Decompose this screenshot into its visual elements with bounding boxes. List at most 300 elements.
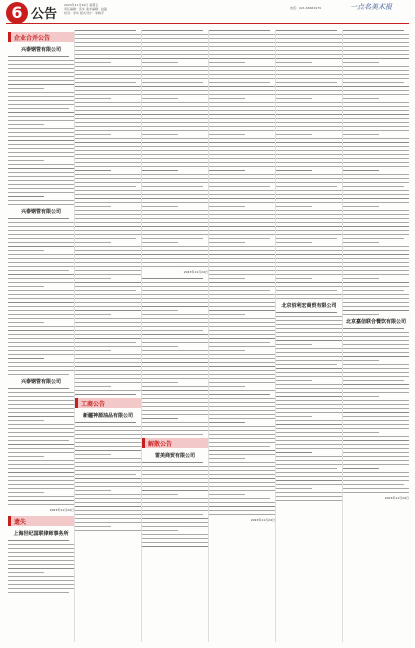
text-line — [343, 328, 404, 329]
text-line — [142, 254, 208, 255]
text-line — [209, 258, 275, 259]
notice-headline: 上海世纪国联律师事务所 — [13, 531, 69, 537]
text-line — [343, 182, 409, 183]
text-line — [75, 458, 141, 459]
text-line — [343, 282, 409, 283]
text-line — [142, 50, 208, 51]
text-line — [343, 294, 409, 295]
text-line — [142, 178, 208, 179]
text-line — [209, 382, 275, 383]
text-line — [209, 394, 270, 395]
text-line — [209, 326, 275, 327]
text-line — [276, 102, 342, 103]
text-line — [142, 386, 208, 387]
text-line — [8, 258, 74, 259]
text-line — [142, 498, 208, 499]
text-line — [209, 34, 275, 35]
text-line — [209, 70, 275, 71]
text-line — [8, 338, 74, 339]
text-line — [8, 416, 74, 417]
text-line — [276, 202, 342, 203]
text-line — [75, 318, 141, 319]
text-line — [343, 202, 409, 203]
text-line — [343, 344, 409, 345]
text-line — [343, 448, 409, 449]
text-line — [8, 96, 74, 97]
text-line — [343, 158, 409, 159]
text-line — [343, 424, 409, 425]
text-line — [75, 474, 136, 475]
text-line — [75, 126, 141, 127]
text-line — [142, 242, 178, 243]
text-line — [276, 298, 342, 299]
notice-date: 2023年11月24日 — [183, 270, 208, 274]
text-line — [276, 246, 342, 247]
text-line — [142, 350, 208, 351]
text-line — [209, 486, 275, 487]
text-line — [75, 482, 141, 483]
text-line — [142, 198, 208, 199]
text-line — [8, 148, 74, 149]
text-line — [8, 504, 74, 505]
text-line — [142, 506, 208, 507]
text-line — [209, 126, 275, 127]
text-line — [8, 560, 74, 561]
text-line — [142, 130, 208, 131]
text-line — [209, 158, 275, 159]
text-line — [8, 484, 74, 485]
text-line — [142, 526, 208, 527]
text-line — [75, 454, 111, 455]
section-banner-label: 企业合并公告 — [14, 35, 51, 42]
text-line — [209, 82, 270, 83]
text-line — [75, 246, 141, 247]
text-line — [8, 262, 74, 263]
text-line — [276, 488, 312, 489]
text-line — [75, 438, 141, 439]
text-line — [343, 408, 409, 409]
text-line — [276, 270, 342, 271]
text-line — [142, 110, 208, 111]
text-line — [276, 388, 342, 389]
notice-body-text — [142, 278, 208, 435]
text-line — [75, 134, 111, 135]
text-line — [343, 274, 409, 275]
text-line — [8, 188, 74, 189]
text-line — [8, 492, 44, 493]
text-line — [142, 142, 208, 143]
text-line — [75, 114, 141, 115]
text-line — [142, 374, 208, 375]
notice-column-4 — [209, 30, 275, 526]
text-line — [142, 294, 208, 295]
text-line — [343, 118, 409, 119]
text-line — [209, 50, 275, 51]
text-line — [276, 126, 342, 127]
text-line — [8, 124, 44, 125]
text-line — [8, 92, 74, 93]
text-line — [276, 146, 342, 147]
notice-body-text — [142, 30, 208, 267]
text-line — [8, 540, 69, 541]
text-line — [142, 182, 208, 183]
notice-body-text — [8, 540, 74, 593]
text-line — [8, 572, 44, 573]
text-line — [75, 146, 141, 147]
text-line — [209, 62, 245, 63]
text-line — [8, 456, 44, 457]
text-line — [75, 338, 141, 339]
text-line — [8, 564, 74, 565]
text-line — [142, 106, 208, 107]
text-line — [8, 310, 74, 311]
text-line — [276, 412, 342, 413]
text-line — [209, 378, 275, 379]
text-line — [75, 390, 141, 391]
text-line — [8, 374, 69, 375]
text-line — [142, 250, 208, 251]
text-line — [276, 344, 312, 345]
text-line — [142, 42, 208, 43]
text-line — [276, 114, 342, 115]
text-line — [209, 402, 275, 403]
text-line — [142, 330, 203, 331]
text-line — [142, 494, 178, 495]
text-line — [343, 460, 409, 461]
text-line — [75, 186, 136, 187]
text-line — [209, 90, 275, 91]
text-line — [276, 368, 342, 369]
text-line — [209, 98, 245, 99]
text-line — [75, 162, 141, 163]
text-line — [209, 238, 270, 239]
text-line — [75, 514, 141, 515]
text-line — [276, 380, 312, 381]
text-line — [75, 242, 111, 243]
text-line — [142, 158, 208, 159]
text-line — [276, 158, 342, 159]
text-line — [75, 202, 141, 203]
text-line — [8, 278, 74, 279]
text-line — [8, 116, 74, 117]
text-line — [8, 100, 74, 101]
text-line — [142, 422, 208, 423]
text-line — [209, 58, 275, 59]
text-line — [142, 134, 178, 135]
text-line — [8, 444, 74, 445]
text-line — [8, 342, 74, 343]
text-line — [75, 70, 141, 71]
text-line — [209, 466, 275, 467]
text-line — [8, 76, 74, 77]
text-line — [343, 468, 379, 469]
text-line — [142, 426, 208, 427]
text-line — [343, 46, 409, 47]
text-line — [343, 246, 409, 247]
text-line — [343, 38, 409, 39]
text-line — [343, 416, 409, 417]
text-line — [8, 136, 74, 137]
text-line — [8, 180, 74, 181]
text-line — [142, 290, 208, 291]
text-line — [343, 58, 409, 59]
text-line — [142, 298, 208, 299]
text-line — [75, 58, 141, 59]
text-line — [276, 274, 342, 275]
text-line — [75, 178, 141, 179]
notice-body-text — [8, 218, 74, 375]
notice-headline: 北京佰利宏商贸有限公司 — [281, 303, 337, 309]
text-line — [209, 298, 275, 299]
text-line — [276, 332, 342, 333]
text-line — [209, 54, 275, 55]
text-line — [343, 50, 409, 51]
text-line — [75, 302, 141, 303]
text-line — [276, 150, 342, 151]
text-line — [276, 142, 342, 143]
text-line — [142, 174, 208, 175]
text-line — [142, 486, 208, 487]
text-line — [209, 138, 275, 139]
text-line — [75, 130, 141, 131]
text-line — [343, 98, 379, 99]
text-line — [209, 202, 275, 203]
text-line — [142, 466, 208, 467]
text-line — [209, 390, 275, 391]
notice-body-text — [8, 388, 74, 505]
text-line — [142, 394, 208, 395]
text-line — [75, 86, 141, 87]
text-line — [343, 150, 409, 151]
text-line — [142, 282, 208, 283]
text-line — [276, 320, 342, 321]
text-line — [75, 430, 141, 431]
text-line — [142, 478, 208, 479]
text-line — [209, 438, 275, 439]
text-line — [209, 474, 275, 475]
text-line — [75, 38, 141, 39]
text-line — [343, 90, 409, 91]
text-line — [75, 354, 141, 355]
text-line — [276, 62, 312, 63]
text-line — [75, 526, 111, 527]
text-line — [8, 196, 44, 197]
text-line — [209, 46, 275, 47]
text-line — [276, 456, 342, 457]
text-line — [75, 238, 136, 239]
text-line — [276, 500, 342, 501]
text-line — [75, 282, 141, 283]
text-line — [8, 242, 74, 243]
text-line — [8, 448, 74, 449]
text-line — [343, 464, 409, 465]
notice-body-text — [75, 422, 141, 531]
notice-date: 2023年11月24日 — [250, 518, 275, 522]
text-line — [276, 468, 337, 469]
text-line — [343, 420, 409, 421]
text-line — [209, 454, 275, 455]
text-line — [142, 218, 208, 219]
text-line — [343, 234, 409, 235]
text-line — [142, 238, 203, 239]
text-line — [209, 314, 245, 315]
text-line — [276, 206, 312, 207]
text-line — [343, 444, 409, 445]
text-line — [8, 396, 74, 397]
text-line — [276, 66, 342, 67]
text-line — [209, 218, 275, 219]
text-line — [343, 210, 409, 211]
text-line — [142, 502, 208, 503]
text-line — [343, 302, 409, 303]
text-line — [343, 476, 409, 477]
text-line — [8, 204, 74, 205]
page-number-badge: 6 — [6, 2, 28, 24]
notice-column-1 — [8, 30, 74, 596]
text-line — [343, 428, 409, 429]
section-banner-label: 解散公告 — [148, 441, 173, 448]
text-line — [276, 396, 342, 397]
text-line — [8, 420, 44, 421]
text-line — [8, 282, 74, 283]
text-line — [276, 440, 342, 441]
text-line — [276, 230, 342, 231]
text-line — [276, 424, 342, 425]
text-line — [142, 406, 208, 407]
text-line — [276, 480, 342, 481]
text-line — [75, 106, 141, 107]
text-line — [209, 230, 275, 231]
text-line — [209, 206, 245, 207]
text-line — [276, 186, 337, 187]
text-line — [343, 356, 409, 357]
text-line — [142, 70, 208, 71]
text-line — [209, 506, 275, 507]
text-line — [276, 400, 342, 401]
text-line — [8, 552, 74, 553]
text-line — [75, 374, 141, 375]
text-line — [209, 114, 275, 115]
notice-body-text — [276, 30, 342, 299]
text-line — [8, 412, 74, 413]
text-line — [209, 446, 270, 447]
text-line — [276, 70, 342, 71]
text-line — [343, 170, 379, 171]
notice-body-text — [8, 56, 74, 205]
text-line — [276, 324, 342, 325]
text-line — [142, 430, 208, 431]
text-line — [343, 94, 409, 95]
notice-body-text — [343, 328, 409, 493]
text-line — [209, 310, 275, 311]
text-line — [75, 46, 141, 47]
notice-body-text — [343, 30, 409, 315]
text-line — [276, 238, 337, 239]
text-line — [75, 154, 141, 155]
text-line — [75, 314, 111, 315]
text-line — [75, 530, 141, 531]
text-line — [75, 142, 141, 143]
text-line — [8, 330, 74, 331]
text-line — [142, 398, 208, 399]
text-line — [8, 274, 74, 275]
text-line — [142, 310, 178, 311]
text-line — [209, 86, 275, 87]
text-line — [8, 496, 74, 497]
text-line — [209, 226, 275, 227]
text-line — [343, 456, 409, 457]
text-line — [8, 266, 74, 267]
notice-headline: 兴泰钢管有限公司 — [20, 209, 61, 215]
text-line — [8, 350, 74, 351]
text-line — [8, 192, 74, 193]
text-line — [343, 86, 409, 87]
text-line — [209, 362, 275, 363]
text-line — [8, 500, 74, 501]
text-line — [276, 312, 337, 313]
text-line — [142, 514, 203, 515]
text-line — [142, 34, 208, 35]
text-line — [8, 556, 74, 557]
text-line — [209, 398, 275, 399]
text-line — [75, 182, 141, 183]
text-line — [75, 122, 141, 123]
text-line — [75, 470, 141, 471]
notice-column-5 — [276, 30, 342, 504]
text-line — [75, 326, 141, 327]
text-line — [8, 222, 74, 223]
text-line — [142, 262, 208, 263]
text-line — [142, 286, 208, 287]
text-line — [209, 490, 275, 491]
text-line — [75, 170, 111, 171]
text-line — [8, 318, 74, 319]
text-line — [209, 286, 275, 287]
text-line — [142, 326, 208, 327]
text-line — [276, 130, 342, 131]
text-line — [75, 446, 141, 447]
text-line — [142, 166, 208, 167]
text-line — [343, 30, 404, 31]
text-line — [209, 74, 275, 75]
text-line — [343, 106, 409, 107]
text-line — [209, 194, 275, 195]
text-line — [276, 86, 342, 87]
text-line — [276, 182, 342, 183]
text-line — [75, 194, 141, 195]
text-line — [343, 372, 409, 373]
text-line — [8, 366, 74, 367]
text-line — [209, 190, 275, 191]
text-line — [8, 108, 69, 109]
text-line — [276, 178, 342, 179]
text-line — [8, 460, 74, 461]
section-title: 公告 — [31, 7, 58, 22]
text-line — [209, 282, 275, 283]
text-line — [75, 74, 141, 75]
text-line — [75, 334, 141, 335]
text-line — [276, 372, 342, 373]
text-line — [209, 434, 275, 435]
text-line — [142, 334, 208, 335]
text-line — [276, 496, 342, 497]
text-line — [8, 568, 74, 569]
text-line — [142, 522, 208, 523]
text-line — [142, 98, 178, 99]
text-line — [75, 366, 141, 367]
text-line — [142, 322, 208, 323]
text-line — [276, 356, 342, 357]
